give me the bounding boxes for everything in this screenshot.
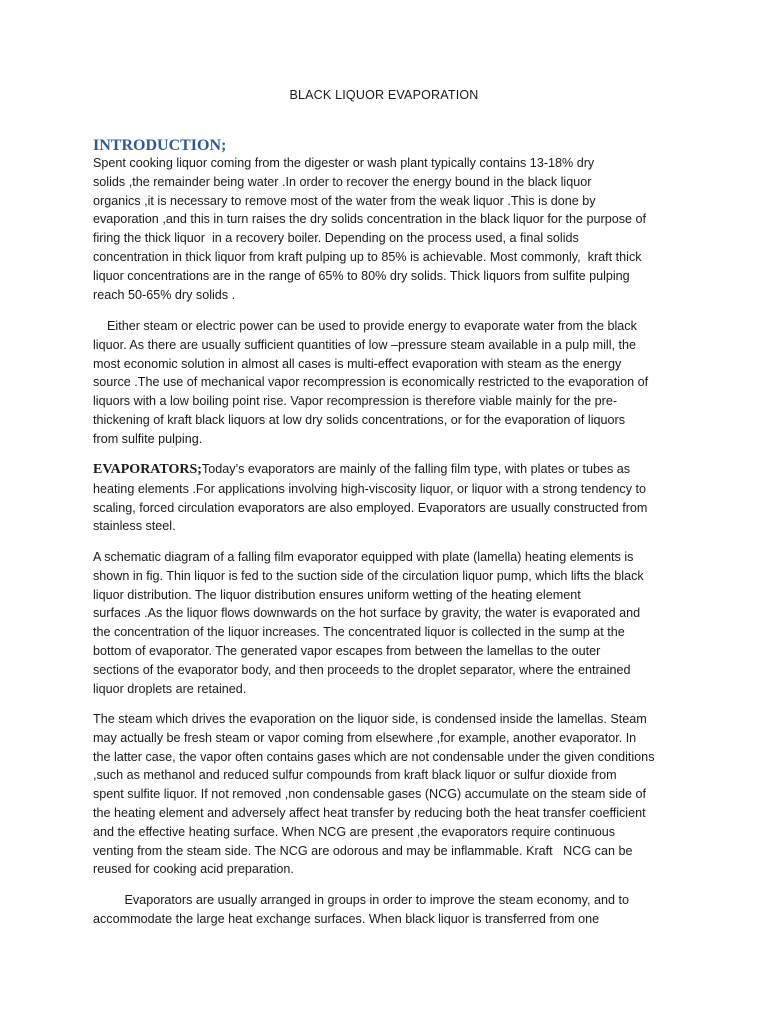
introduction-heading: INTRODUCTION; xyxy=(93,137,227,154)
text-line: shown in fig. Thin liquor is fed to the suction side of the circulation liquor pump, which lifts the black xyxy=(93,568,644,583)
text-line: liquor distribution. The liquor distribution ensures uniform wetting of the heating element xyxy=(93,587,581,602)
text-line: thickening of kraft black liquors at low dry solids concentrations, or for the evaporation of liquors xyxy=(93,412,626,427)
evaporators-first-line-text: Today’s evaporators are mainly of the falling film type, with plates or tubes as xyxy=(201,462,631,476)
introduction-section xyxy=(93,136,678,156)
text-line: solids ,the remainder being water .In order to recover the energy bound in the black liquor xyxy=(93,174,592,189)
text-line: venting from the steam side. The NCG are odorous and may be inflammable. Kraft NCG can be xyxy=(93,843,633,858)
evaporators-first-line xyxy=(93,460,678,480)
text-line: firing the thick liquor in a recovery boiler. Depending on the process used, a final solids xyxy=(93,231,579,246)
introduction-paragraph-1 xyxy=(93,154,678,304)
text-line: reach 50-65% dry solids . xyxy=(93,287,236,302)
text-line: from sulfite pulping. xyxy=(93,431,203,446)
text-line: accommodate the large heat exchange surfaces. When black liquor is transferred from one xyxy=(93,911,600,926)
text-line: Either steam or electric power can be used to provide energy to evaporate water from the black xyxy=(93,319,637,333)
document-title: BLACK LIQUOR EVAPORATION xyxy=(289,88,479,102)
text-line: concentration in thick liquor from kraft pulping up to 85% is achievable. Most commonly, kraft thick xyxy=(93,249,642,264)
text-line: evaporation ,and this in turn raises the dry solids concentration in the black liquor for the purpose of xyxy=(93,212,647,227)
evaporators-heading: EVAPORATORS; xyxy=(93,462,202,477)
text-line: Evaporators are usually arranged in groups in order to improve the steam economy, and to xyxy=(93,893,629,907)
evaporators-paragraph-1 xyxy=(93,460,678,536)
text-line: source .The use of mechanical vapor recompression is economically restricted to the evaporation of xyxy=(93,375,649,390)
text-line: stainless steel. xyxy=(93,519,176,534)
text-line: spent sulfite liquor. If not removed ,non condensable gases (NCG) accumulate on the steam side of xyxy=(93,787,647,802)
text-line: ,such as methanol and reduced sulfur compounds from kraft black liquor or sulfur dioxide from xyxy=(93,768,617,783)
text-line: scaling, forced circulation evaporators are also employed. Evaporators are usually constructed from xyxy=(93,500,648,515)
text-line: surfaces .As the liquor flows downwards on the hot surface by gravity, the water is evaporated and xyxy=(93,606,641,621)
text-line: bottom of evaporator. The generated vapor escapes from between the lamellas to the outer xyxy=(93,643,601,658)
text-line: and the effective heating surface. When NCG are present ,the evaporators require continuous xyxy=(93,824,616,839)
evaporators-paragraph-3 xyxy=(93,710,678,879)
text-line: liquors with a low boiling point rise. Vapor recompression is therefore viable mainly for the pre- xyxy=(93,394,618,409)
text-line: liquor concentrations are in the range of 65% to 80% dry solids. Thick liquors from sulfite pulping xyxy=(93,268,630,283)
text-line: the latter case, the vapor often contains gases which are not condensable under the given conditions xyxy=(93,749,655,764)
text-line: reused for cooking acid preparation. xyxy=(93,862,294,877)
text-line: the concentration of the liquor increases. The concentrated liquor is collected in the sump at the xyxy=(93,625,625,640)
evaporators-paragraph-4 xyxy=(93,891,678,929)
text-line: organics ,it is necessary to remove most of the water from the weak liquor .This is done by xyxy=(93,193,596,208)
text-line: The steam which drives the evaporation on the liquor side, is condensed inside the lamellas. Steam xyxy=(93,712,647,726)
evaporators-paragraph-2 xyxy=(93,548,678,698)
text-line: liquor. As there are usually sufficient quantities of low –pressure steam available in a pulp mill, the xyxy=(93,337,636,352)
text-line: the heating element and adversely affect heat transfer by reducing both the heat transfer coefficient xyxy=(93,805,646,820)
text-line: liquor droplets are retained. xyxy=(93,681,247,696)
text-line: A schematic diagram of a falling film evaporator equipped with plate (lamella) heating elements is xyxy=(93,550,634,564)
text-line: most economic solution in almost all cases is multi-effect evaporation with steam as the energy xyxy=(93,356,622,371)
text-line: heating elements .For applications involving high-viscosity liquor, or liquor with a strong tendency to xyxy=(93,481,647,496)
introduction-paragraph-2 xyxy=(93,317,678,449)
text-line: may actually be fresh steam or vapor coming from elsewhere ,for example, another evaporator. In xyxy=(93,730,637,745)
text-line: sections of the evaporator body, and then proceeds to the droplet separator, where the entrained xyxy=(93,662,631,677)
text-line: Spent cooking liquor coming from the digester or wash plant typically contains 13-18% dry xyxy=(93,156,595,170)
